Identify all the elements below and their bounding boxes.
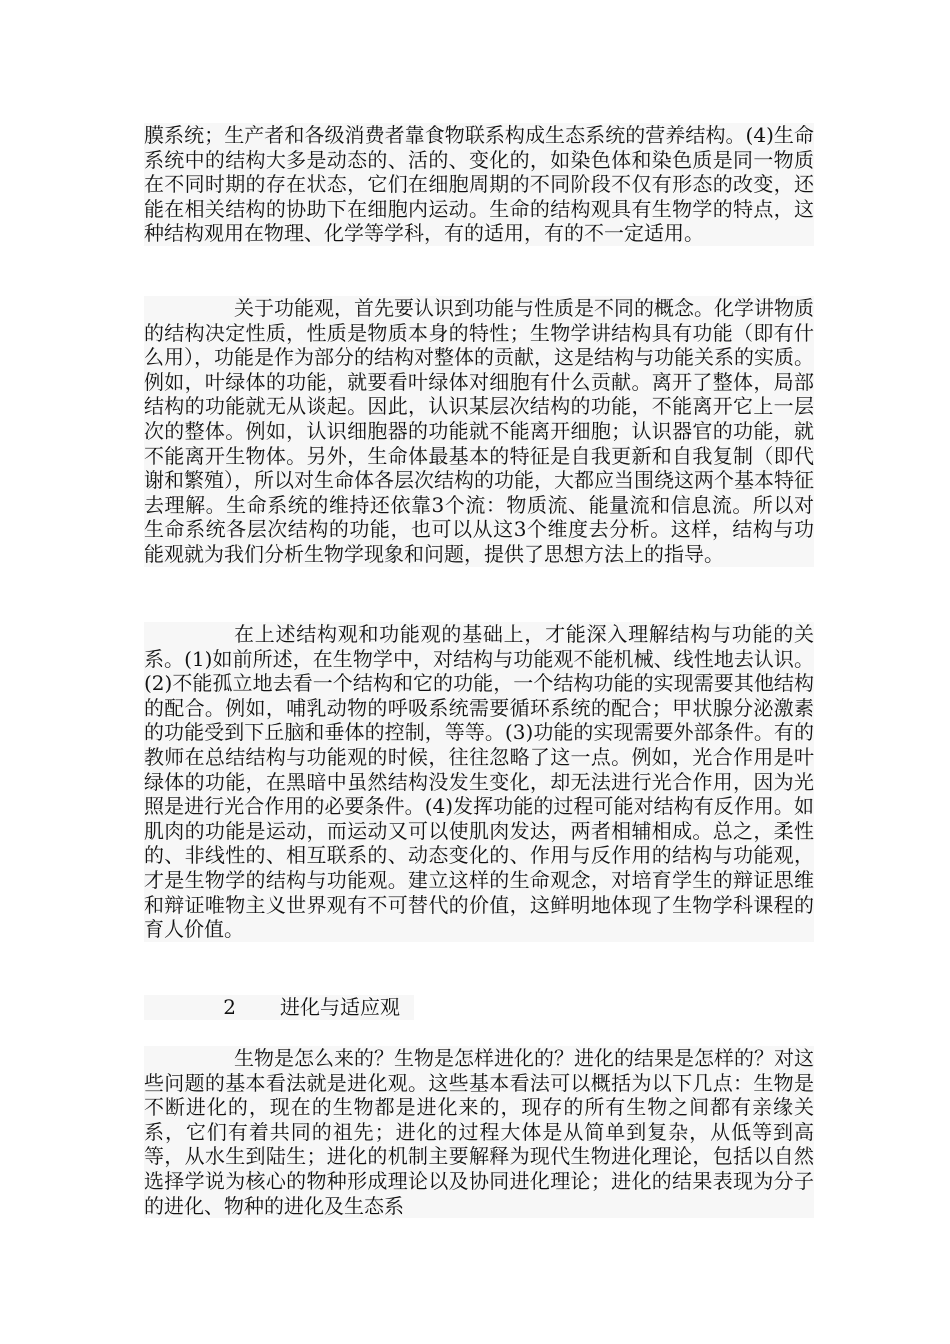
section-heading-row (144, 995, 414, 1020)
paragraph-text: 膜系统；生产者和各级消费者靠食物联系构成生态系统的营养结构。(4)生命系统中的结构大多是动态的、活的、变化的，如染色体和染色质是同一物质在不同时期的存在状态，它们在细胞周期的不同阶段不仅有形态的改变，还能在相关结构的协助下在细胞内运动。生命的结构观具有生物学的特点，这种结构观用在物理、化学等学科，有的适用，有的不一定适用。 (144, 123, 814, 246)
paragraph-text: 在上述结构观和功能观的基础上，才能深入理解结构与功能的关系。(1)如前所述，在生物学中，对结构与功能观不能机械、线性地去认识。(2)不能孤立地去看一个结构和它的功能，一个结构功能的实现需要其他结构的配合。例如，哺乳动物的呼吸系统需要循环系统的配合；甲状腺分泌激素的功能受到下丘脑和垂体的控制，等等。(3)功能的实现需要外部条件。有的教师在总结结构与功能观的时候，往往忽略了这一点。例如，光合作用是叶绿体的功能，在黑暗中虽然结构没发生变化，却无法进行光合作用，因为光照是进行光合作用的必要条件。(4)发挥功能的过程可能对结构有反作用。如肌肉的功能是运动，而运动又可以使肌肉发达，两者相辅相成。总之，柔性的、非线性的、相互联系的、动态变化的、作用与反作用的结构与功能观，才是生物学的结构与功能观。建立这样的生命观念，对培育学生的辩证思维和辩证唯物主义世界观有不可替代的价值，这鲜明地体现了生物学科课程的育人价值。 (144, 622, 814, 942)
paragraph-structure-continued (144, 123, 814, 246)
section-heading (144, 995, 814, 1020)
paragraph-function-view (144, 296, 814, 567)
paragraph-structure-function-relation (144, 622, 814, 942)
paragraph-text: 生物是怎么来的？生物是怎样进化的？进化的结果是怎样的？对这些问题的基本看法就是进化观。这些基本看法可以概括为以下几点：生物是不断进化的，现在的生物都是进化来的，现存的所有生物之间都有亲缘关系，它们有着共同的祖先；进化的过程大体是从简单到复杂，从低等到高等，从水生到陆生；进化的机制主要解释为现代生物进化理论，包括以自然选择学说为核心的物种形成理论以及协同进化理论；进化的结果表现为分子的进化、物种的进化及生态系 (144, 1046, 814, 1218)
section-number: 2 (223, 995, 236, 1019)
section-title: 进化与适应观 (280, 995, 400, 1019)
paragraph-evolution-view (144, 1046, 814, 1218)
paragraph-text: 关于功能观，首先要认识到功能与性质是不同的概念。化学讲物质的结构决定性质，性质是物质本身的特性；生物学讲结构具有功能（即有什么用），功能是作为部分的结构对整体的贡献，这是结构与功能关系的实质。例如，叶绿体的功能，就要看叶绿体对细胞有什么贡献。离开了整体，局部结构的功能就无从谈起。因此，认识某层次结构的功能，不能离开它上一层次的整体。例如，认识细胞器的功能就不能离开细胞；认识器官的功能，就不能离开生物体。另外，生命体最基本的特征是自我更新和自我复制（即代谢和繁殖），所以对生命体各层次结构的功能，大都应当围绕这两个基本特征去理解。生命系统的维持还依靠3个流：物质流、能量流和信息流。所以对生命系统各层次结构的功能，也可以从这3个维度去分析。这样，结构与功能观就为我们分析生物学现象和问题，提供了思想方法上的指导。 (144, 296, 814, 566)
